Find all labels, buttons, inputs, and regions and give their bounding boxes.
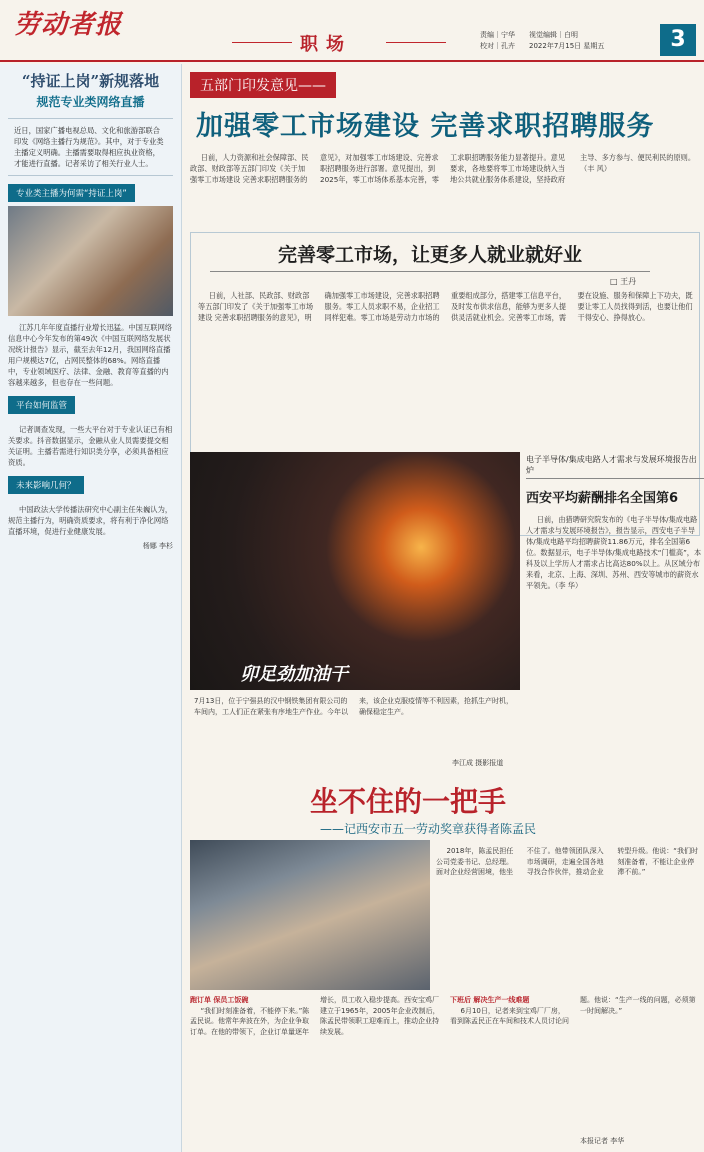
feature-author: □ 王丹	[610, 277, 637, 286]
profile-text-top: 2018年，陈孟民担任公司党委书记、总经理。面对企业经营困境，他坐不住了。他带领团队深入市场调研，走遍全国各地寻找合作伙伴，推动企业转型升级。他说：“我们时刻准备着，不能让企业停滞不前。”	[436, 847, 698, 876]
section-ornament-right	[386, 42, 446, 43]
profile-photo	[190, 840, 430, 990]
section-ornament-left	[232, 42, 292, 43]
sidebar-section-head-3: 未来影响几何？	[8, 476, 84, 494]
profile-subhead-1: 跑订单 保员工饭碗	[190, 996, 249, 1004]
report-title: 西安平均薪酬排名全国第6	[526, 491, 679, 506]
lead-text: 日前，人力资源和社会保障部、民政部、财政部等五部门印发《关于加强零工市场建设 完善求职招聘服务的意见》，对加强零工市场建设、完善求职招聘服务进行部署。意见提出，到2025年，零工市场体系基本完善，零工求职招聘服务能力显著提升。意见要求，各地要将零工市场建设纳入当地公共就业服务体系建设，坚持政府主导、多方参与、便民利民的原则。（丰 风）	[190, 153, 696, 184]
profile-text-lower	[190, 995, 700, 1145]
sidebar-section-head-2: 平台如何监管	[8, 396, 75, 414]
feature-title: 完善零工市场，让更多人就业就好业	[210, 240, 650, 272]
profile-title: 坐不住的一把手	[310, 785, 507, 818]
profile-subhead-2: 下班后 解决生产一线难题	[450, 996, 530, 1004]
factory-photo	[190, 452, 520, 690]
photo-credit: 李江成 摄影报道	[452, 759, 504, 767]
sidebar-author: 杨娜 李杉	[142, 542, 173, 550]
photo-caption: 7月13日，位于宁强县的汉中钢铁集团有限公司的车间内，工人们正在紧张有序地生产作业。今年以来，该企业克服疫情等不利因素，抢抓生产时机，确保稳定生产。	[194, 697, 513, 716]
sidebar-column	[0, 64, 182, 1152]
profile-author: 本报记者 李华	[580, 1137, 625, 1145]
lead-kicker: 五部门印发意见——	[190, 72, 336, 98]
sidebar-text-3: 中国政法大学传播法研究中心副主任朱巍认为，规范主播行为，明确资质要求，将有利于净化网络直播环境，促进行业健康发展。	[8, 505, 173, 536]
meta-line-1: 责编｜宁华 视觉编辑｜白明	[480, 31, 578, 39]
feature-text: 日前，人社部、民政部、财政部等五部门印发了《关于加强零工市场建设 完善求职招聘服务的意见》，明确加强零工市场建设，完善求职招聘服务。零工人员求职不易，企业招工同样犯难。零工市场是劳动力市场的重要组成部分，搭建零工信息平台，及时发布供求信息，能够为更多人提供灵活就业机会。完善零工市场，需要在设施、服务和保障上下功夫，既要让零工人员找得到活，也要让他们干得安心、挣得放心。	[198, 291, 693, 322]
lead-headline: 加强零工市场建设 完善求职招聘服务	[196, 111, 655, 142]
sidebar-intro: 近日，国家广播电视总局、文化和旅游部联合印发《网络主播行为规范》。其中，对于专业类主播定义明确。主播需要取得相应执业资格，才能进行直播。记者采访了相关行业人士。	[8, 118, 173, 176]
masthead	[0, 0, 704, 62]
report-kicker: 电子半导体/集成电路人才需求与发展环境报告出炉	[526, 454, 704, 479]
section-title: 职场	[300, 34, 352, 55]
salary-report-box	[526, 454, 704, 874]
meta-line-2: 校对｜孔卉 2022年7月15日 星期五	[480, 42, 605, 50]
sidebar-section-head-1: 专业类主播为何需“持证上岗”	[8, 184, 135, 202]
page-number: 3	[660, 24, 696, 56]
sidebar-text-1: 江苏几年年度直播行业增长迅猛。中国互联网络信息中心今年发布的第49次《中国互联网络发展状况统计报告》显示，截至去年12月，我国网络直播用户规模达7亿，占网民整体的68%。网络直播中，专业领域医疗、法律、金融、教育等直播的内容越来越多，但也存在一些问题。	[8, 323, 173, 387]
photo-caption-title: 卯足劲加油干	[240, 664, 348, 685]
sidebar-text-2: 记者调查发现，一些大平台对于专业认证已有相关要求。抖音数据显示，金融从业人员需要提交相关证明。主播若需进行知识类分享，必须具备相应资质。	[8, 425, 173, 467]
sidebar-title: “持证上岗”新规落地	[21, 72, 160, 90]
sidebar-subtitle: 规范专业类网络直播	[36, 95, 145, 109]
profile-subtitle: ——记西安市五一劳动奖章获得者陈孟民	[320, 822, 537, 836]
profile-paragraph-2: 6月10日，记者来到宝鸡厂厂房，看到陈孟民正在车间和技术人员讨论问题。他说：“生产一线的问题，必须第一时间解决。”	[450, 996, 696, 1025]
sidebar-photo	[8, 206, 173, 316]
edition-meta	[480, 30, 604, 52]
profile-paragraph-1: “我们时刻准备着，不能停下来。”陈孟民说。他常年奔波在外，为企业争取订单。在他的带领下，企业订单量逐年增长，员工收入稳步提高。西安宝鸡厂建立于1965年，2005年企业改制后，陈孟民带领职工迎难而上，推动企业持续发展。	[190, 996, 440, 1036]
newspaper-logo: 劳动者报	[14, 10, 123, 40]
report-text: 日前，由猎聘研究院发布的《电子半导体/集成电路人才需求与发展环境报告》，报告显示，西安电子半导体/集成电路平均招聘薪资11.86万元，排名全国第6位。数据显示，电子半导体/集成电路技术“门槛高”，本科及以上学历人才需求占比高达80%以上。从区域分布来看，北京、上海、深圳、苏州、西安等城市的薪资水平领先。（李 华）	[526, 515, 702, 590]
